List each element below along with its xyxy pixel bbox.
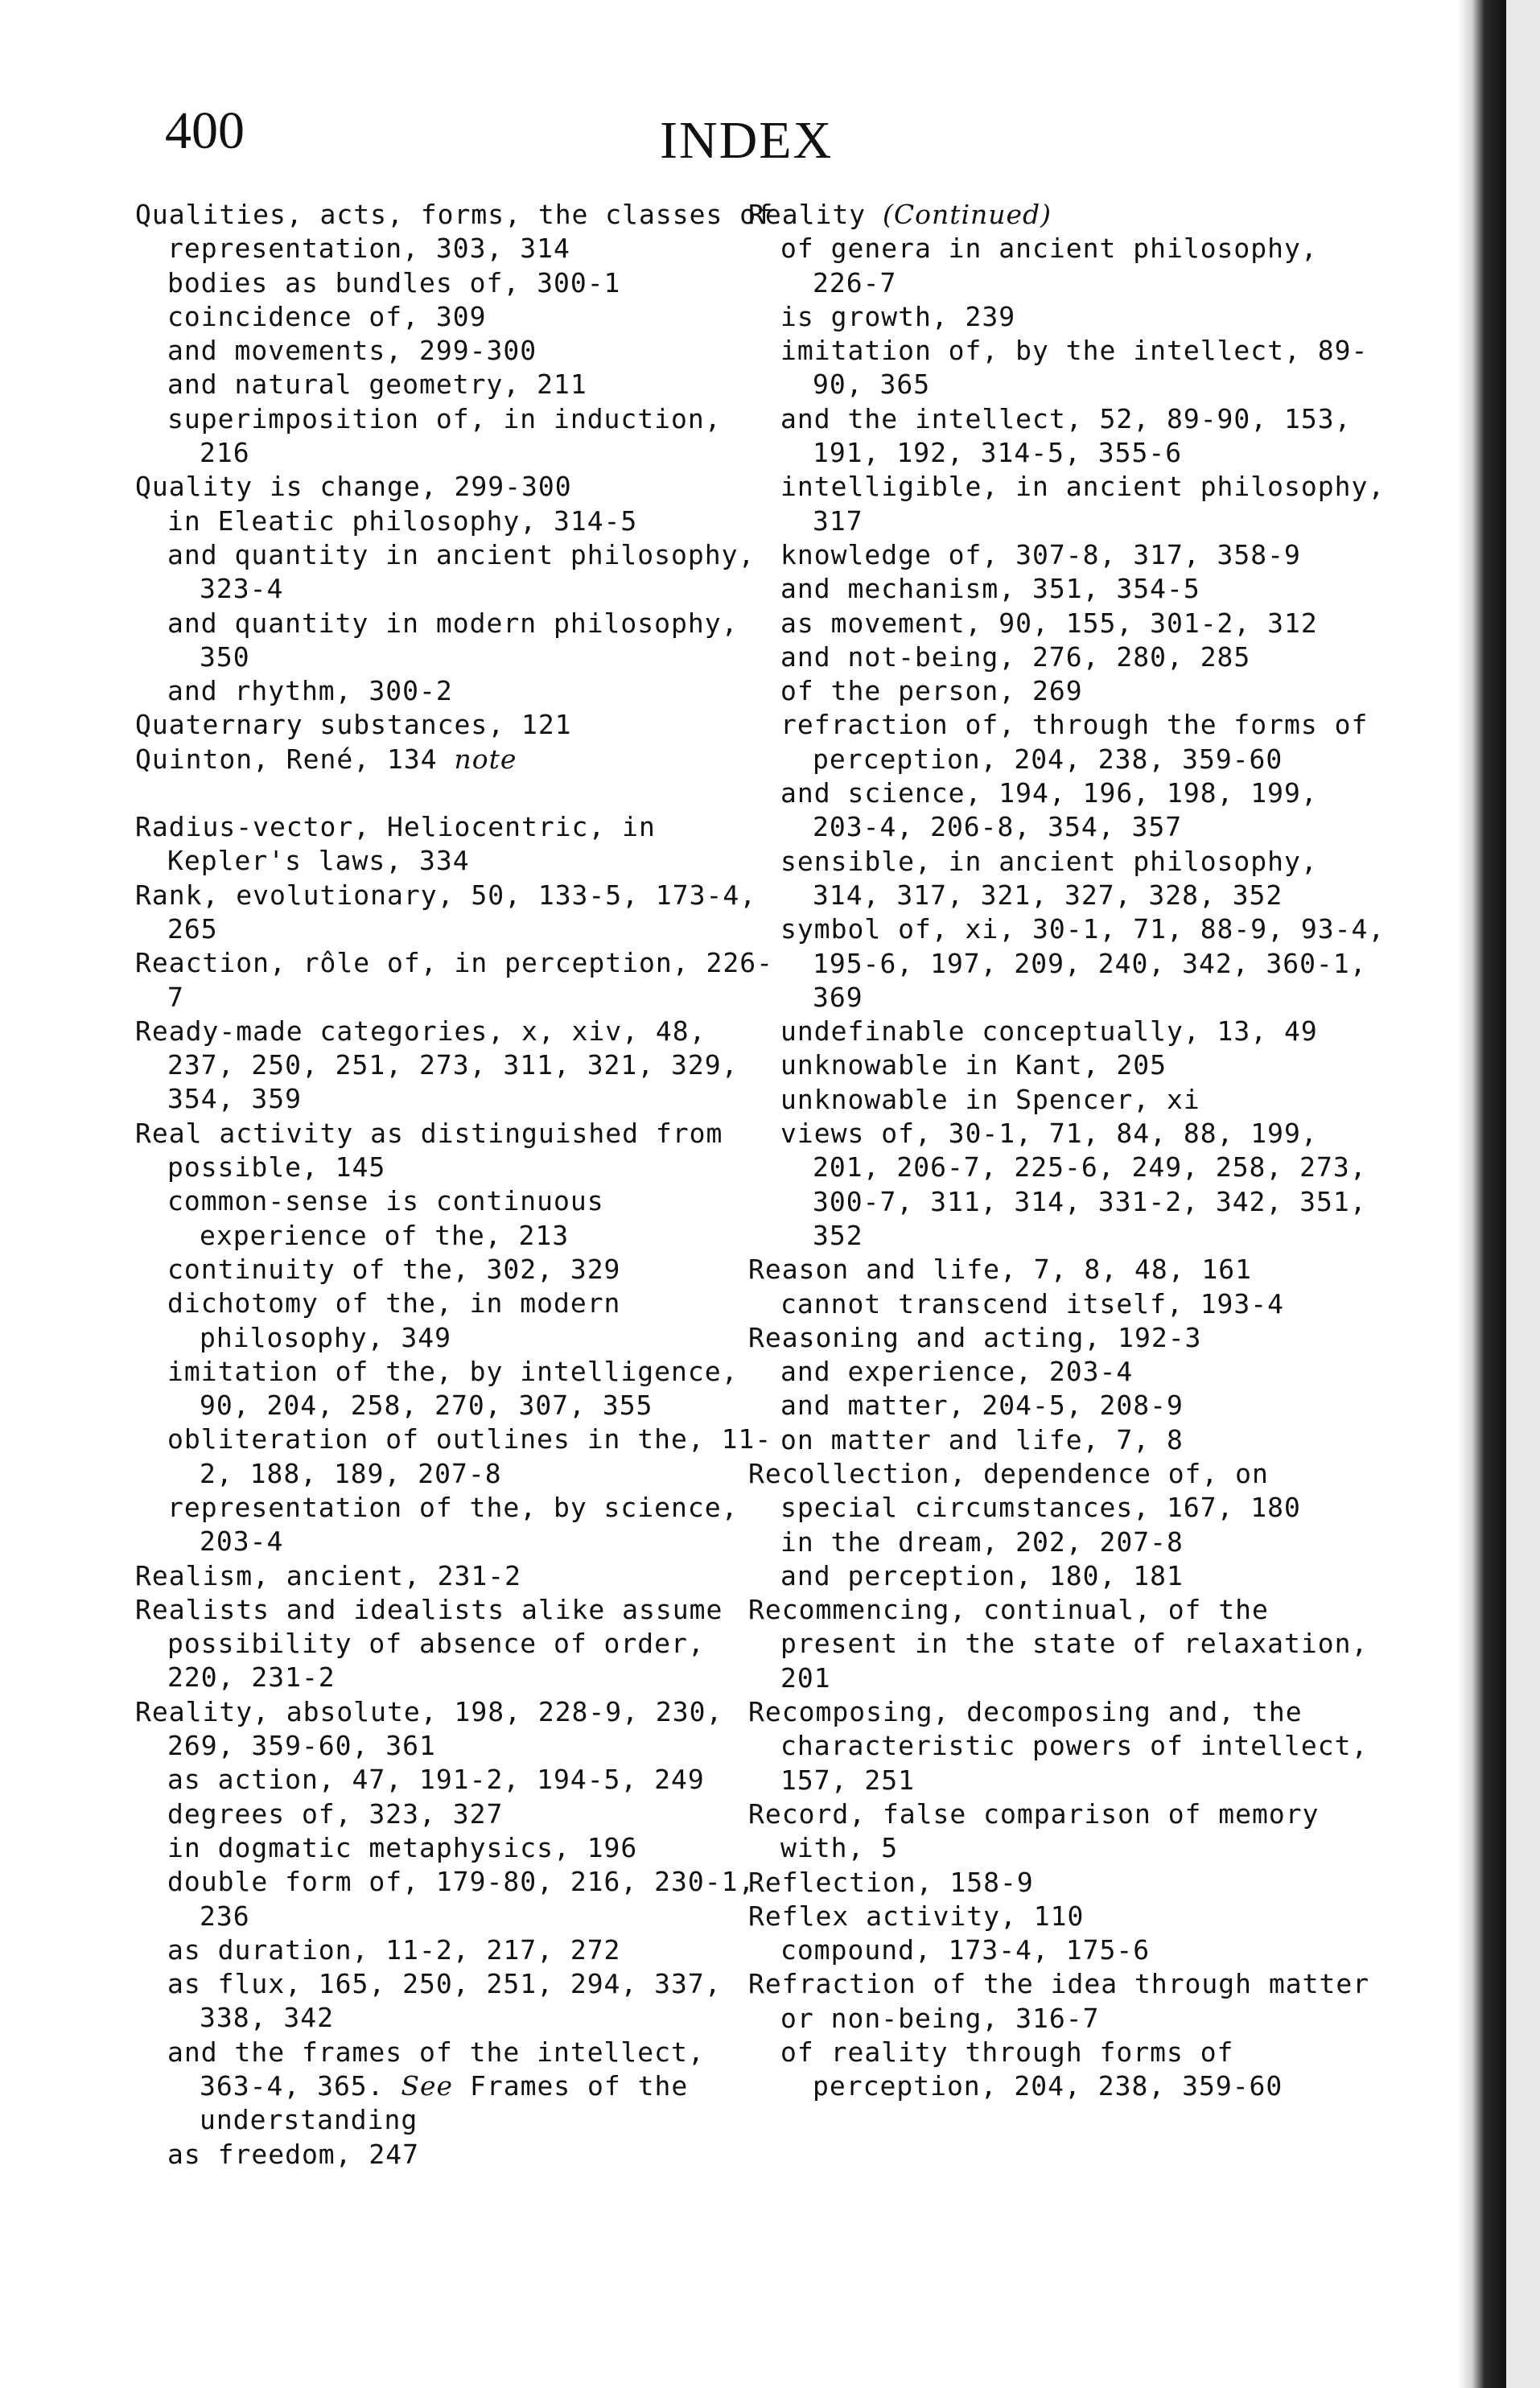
entry-text: Reflex activity, 110 — [748, 1900, 1085, 1932]
entry-text: Reason and life, 7, 8, 48, 161 — [748, 1254, 1253, 1286]
index-subentry — [135, 266, 779, 300]
index-subentry — [135, 1253, 779, 1287]
index-subentry — [748, 674, 1392, 708]
index-subentry — [135, 2138, 779, 2172]
index-subentry — [748, 912, 1392, 1015]
index-subentry — [135, 1184, 779, 1253]
entry-text: and the intellect, 52, 89-90, 153, 191, 192, 314-5, 355-6 — [780, 402, 1352, 469]
entry-italic-text: note — [454, 743, 517, 775]
index-subentry — [135, 674, 779, 708]
index-column-left — [135, 198, 779, 2172]
index-subentry — [135, 504, 779, 538]
index-subentry — [135, 402, 779, 471]
index-subentry — [748, 607, 1392, 640]
entry-text: in Eleatic philosophy, 314-5 — [167, 504, 638, 537]
entry-text: degrees of, 323, 327 — [167, 1797, 504, 1830]
index-entry — [135, 470, 779, 504]
entry-text: as freedom, 247 — [167, 2138, 420, 2170]
entry-text: Reality, absolute, 198, 228-9, 230, 269, 359-60, 361 — [135, 1695, 723, 1762]
index-subentry — [748, 538, 1392, 572]
index-subentry — [748, 1933, 1392, 1967]
index-entry — [135, 946, 779, 1015]
index-entry — [135, 1117, 779, 1185]
entry-text: and matter, 204-5, 208-9 — [780, 1390, 1184, 1422]
entry-text: superimposition of, in induction, 216 — [167, 402, 722, 469]
entry-text: unknowable in Spencer, xi — [780, 1083, 1200, 1115]
entry-text: representation of the, by science, 203-4 — [167, 1491, 739, 1558]
index-subentry — [135, 1797, 779, 1831]
index-subentry — [748, 708, 1392, 776]
entry-text: Reaction, rôle of, in perception, 226-7 — [135, 947, 773, 1013]
index-entry — [135, 743, 779, 776]
entry-text: of reality through forms of perception, 204, 238, 359-60 — [780, 2036, 1283, 2102]
entry-text: imitation of the, by intelligence, 90, 204, 258, 270, 307, 355 — [167, 1355, 739, 1422]
index-subentry — [135, 1933, 779, 1967]
entry-text: and the frames of the intellect, 363-4, 365. — [167, 2036, 705, 2102]
index-entry — [748, 1695, 1392, 1797]
index-entry — [135, 708, 779, 742]
entry-text: double form of, 179-80, 216, 230-1, 236 — [167, 1866, 756, 1932]
entry-text: as duration, 11-2, 217, 272 — [167, 1933, 621, 1966]
entry-text: Reasoning and acting, 192-3 — [748, 1321, 1202, 1353]
entry-text: on matter and life, 7, 8 — [780, 1423, 1184, 1455]
page-edge-margin — [1506, 0, 1540, 2388]
index-entry — [748, 1900, 1392, 1933]
entry-text: and perception, 180, 181 — [780, 1559, 1184, 1591]
index-subentry — [748, 402, 1392, 471]
index-subentry — [135, 1287, 779, 1355]
entry-text: Quality is change, 299-300 — [135, 471, 572, 503]
entry-text: and quantity in ancient philosophy, 323-4 — [167, 538, 756, 605]
entry-text: and quantity in modern philosophy, 350 — [167, 607, 739, 673]
page-edge-shadow — [1458, 0, 1506, 2388]
entry-text: and mechanism, 351, 354-5 — [780, 573, 1200, 605]
entry-text: Ready-made categories, x, xiv, 48, 237, 250, 251, 273, 311, 321, 329, 354, 359 — [135, 1015, 739, 1115]
entry-text: unknowable in Kant, 205 — [780, 1049, 1167, 1081]
index-subentry — [135, 368, 779, 401]
entry-text: Quinton, René, 134 — [135, 743, 438, 775]
entry-text: as movement, 90, 155, 301-2, 312 — [780, 607, 1318, 639]
entry-text: in the dream, 202, 207-8 — [780, 1525, 1184, 1558]
index-entry — [135, 1593, 779, 1695]
entry-text: Refraction of the idea through matter or non-being, 316-7 — [748, 1968, 1370, 2034]
entry-text: dichotomy of the, in modern philosophy, 349 — [167, 1287, 621, 1353]
entry-text: knowledge of, 307-8, 317, 358-9 — [780, 538, 1301, 570]
entry-text: Quaternary substances, 121 — [135, 709, 572, 741]
entry-text: and movements, 299-300 — [167, 335, 537, 367]
entry-text: Record, false comparison of memory with, 5 — [748, 1797, 1320, 1864]
index-entry — [748, 198, 1392, 232]
entry-text: undefinable conceptually, 13, 49 — [780, 1015, 1318, 1048]
index-subentry — [748, 640, 1392, 674]
entry-text: as action, 47, 191-2, 194-5, 249 — [167, 1764, 705, 1796]
entry-text: cannot transcend itself, 193-4 — [780, 1287, 1285, 1320]
entry-text: is growth, 239 — [780, 300, 1016, 332]
entry-italic-text: (Continued) — [882, 199, 1052, 230]
index-entry — [748, 1253, 1392, 1287]
entry-text: sensible, in ancient philosophy, 314, 317, 321, 327, 328, 352 — [780, 845, 1318, 911]
entry-text: compound, 173-4, 175-6 — [780, 1934, 1151, 1966]
index-subentry — [748, 1083, 1392, 1117]
index-entry — [135, 1695, 779, 1764]
index-subentry — [748, 470, 1392, 538]
index-entry — [135, 198, 779, 266]
index-entry — [748, 1866, 1392, 1900]
index-subentry — [748, 776, 1392, 845]
entry-text: Radius-vector, Heliocentric, in Kepler's laws, 334 — [135, 811, 656, 877]
entry-text: Realism, ancient, 231-2 — [135, 1559, 521, 1591]
entry-text: Reflection, 158-9 — [748, 1866, 1034, 1898]
entry-text: common-sense is continuous experience of the, 213 — [167, 1185, 604, 1251]
index-subentry — [748, 300, 1392, 334]
entry-text: coincidence of, 309 — [167, 300, 487, 332]
entry-text: obliteration of outlines in the, 11-2, 188, 189, 207-8 — [167, 1423, 772, 1489]
entry-text: refraction of, through the forms of perception, 204, 238, 359-60 — [780, 709, 1369, 775]
index-subentry — [748, 572, 1392, 606]
entry-text: Recollection, dependence of, on special circumstances, 167, 180 — [748, 1457, 1301, 1524]
page-number: 400 — [165, 101, 245, 160]
index-entry — [748, 1457, 1392, 1525]
entry-text: of the person, 269 — [780, 675, 1083, 707]
index-subentry — [748, 334, 1392, 402]
entry-text: and experience, 203-4 — [780, 1356, 1134, 1388]
entry-text: and science, 194, 196, 198, 199, 203-4, 206-8, 354, 357 — [780, 777, 1318, 843]
entry-cross-reference: Frames of the understanding — [200, 2070, 689, 2136]
index-subentry — [135, 1491, 779, 1559]
index-subentry — [748, 2036, 1392, 2104]
index-entry — [748, 1321, 1392, 1355]
index-subentry — [135, 1423, 779, 1491]
entry-text: bodies as bundles of, 300-1 — [167, 266, 621, 298]
index-entry — [748, 1967, 1392, 2036]
index-entry — [135, 810, 779, 879]
index-subentry — [748, 1287, 1392, 1321]
index-subentry — [748, 1355, 1392, 1389]
index-subentry — [135, 1831, 779, 1865]
index-subentry — [135, 300, 779, 334]
index-subentry — [135, 2036, 779, 2138]
index-subentry — [748, 1117, 1392, 1253]
index-subentry — [135, 1355, 779, 1423]
entry-text: intelligible, in ancient philosophy, 317 — [780, 471, 1386, 537]
entry-text: of genera in ancient philosophy, 226-7 — [780, 233, 1318, 298]
index-subentry — [748, 1559, 1392, 1593]
index-subentry — [135, 538, 779, 607]
entry-text: as flux, 165, 250, 251, 294, 337, 338, 342 — [167, 1968, 722, 2034]
entry-text: views of, 30-1, 71, 84, 88, 199, 201, 206-7, 225-6, 249, 258, 273, 300-7, 311, 314, 331-2, 342, 351, 352 — [780, 1118, 1367, 1251]
index-subentry — [748, 1423, 1392, 1457]
index-entry — [135, 879, 779, 947]
entry-text: Reality — [748, 199, 867, 230]
entry-text: Real activity as distinguished from possible, 145 — [135, 1117, 723, 1184]
entry-text: Realists and idealists alike assume possibility of absence of order, 220, 231-2 — [135, 1593, 723, 1694]
index-entry — [135, 1559, 779, 1593]
index-entry — [748, 1797, 1392, 1866]
index-subentry — [135, 1865, 779, 1933]
index-subentry — [135, 334, 779, 368]
entry-text: and rhythm, 300-2 — [167, 675, 453, 707]
entry-text: continuity of the, 302, 329 — [167, 1253, 621, 1285]
entry-text: symbol of, xi, 30-1, 71, 88-9, 93-4, 195-6, 197, 209, 240, 342, 360-1, 369 — [780, 913, 1386, 1013]
index-entry — [135, 1015, 779, 1117]
index-subentry — [748, 1525, 1392, 1559]
index-column-right — [748, 198, 1392, 2104]
page-title: INDEX — [660, 111, 834, 170]
index-subentry — [748, 1015, 1392, 1048]
entry-italic-text: See — [401, 2070, 454, 2102]
entry-text: Qualities, acts, forms, the classes of representation, 303, 314 — [135, 199, 773, 265]
index-subentry — [748, 1048, 1392, 1082]
index-subentry — [748, 845, 1392, 913]
entry-text: in dogmatic metaphysics, 196 — [167, 1831, 638, 1863]
index-subentry — [748, 1389, 1392, 1423]
entry-text: Rank, evolutionary, 50, 133-5, 173-4, 265 — [135, 879, 757, 945]
entry-text: Recommencing, continual, of the present in the state of relaxation, 201 — [748, 1594, 1369, 1694]
section-gap — [135, 776, 779, 810]
entry-text: and not-being, 276, 280, 285 — [780, 640, 1251, 673]
entry-text: imitation of, by the intellect, 89-90, 365 — [780, 335, 1369, 401]
entry-text: and natural geometry, 211 — [167, 368, 587, 401]
index-subentry — [748, 232, 1392, 300]
index-subentry — [135, 607, 779, 675]
index-subentry — [135, 1763, 779, 1797]
index-entry — [748, 1593, 1392, 1695]
index-subentry — [135, 1967, 779, 2036]
entry-text: Recomposing, decomposing and, the characteristic powers of intellect, 157, 251 — [748, 1696, 1369, 1796]
